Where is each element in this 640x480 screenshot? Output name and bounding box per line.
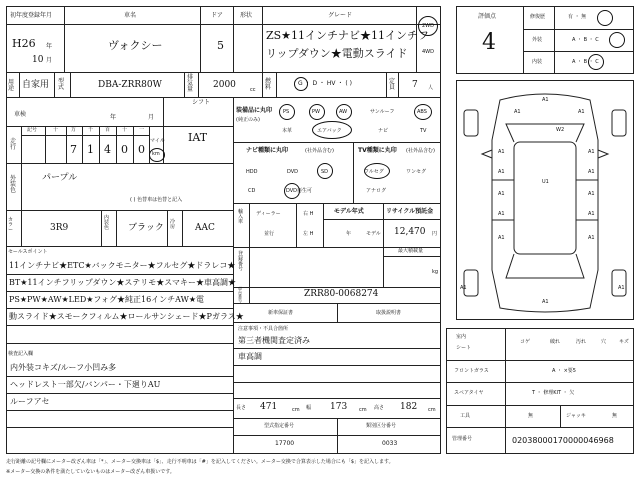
exterior-note: ( ) 色替車は色替と記入 bbox=[130, 197, 183, 203]
notes-line-2: 車高調 bbox=[238, 352, 262, 361]
sales-point-label: セールスポイント bbox=[8, 249, 48, 255]
navi-sd: SD bbox=[321, 169, 329, 175]
inspection-year: 年 bbox=[110, 114, 117, 121]
length-label: 長さ bbox=[236, 405, 247, 411]
dmg-label-11: A1 bbox=[588, 191, 595, 197]
wheel-rl bbox=[464, 270, 478, 296]
mileage-d-sep-3 bbox=[82, 126, 83, 163]
notes-rule-3 bbox=[233, 382, 441, 383]
interior-cond-options: A ・ B ・ C bbox=[572, 59, 599, 65]
mileage-digit-2: 1 bbox=[87, 143, 94, 156]
mirror-left bbox=[482, 150, 492, 158]
glass-label: フロントガラス bbox=[454, 368, 489, 374]
car-roof bbox=[514, 142, 576, 254]
exterior-c-circle bbox=[609, 32, 625, 48]
r2-sep-e bbox=[198, 72, 199, 97]
mileage-digit-1: 7 bbox=[70, 143, 77, 156]
warranty-divider bbox=[233, 322, 441, 323]
import-sep-3 bbox=[323, 203, 324, 247]
seat-opt-1: コゲ bbox=[520, 339, 531, 345]
dmg-label-3: A1 bbox=[578, 109, 585, 115]
grade-line-2: リップダウン★電動スライド bbox=[266, 47, 408, 60]
dmg-label-6: A1 bbox=[588, 149, 595, 155]
sales-line-3: PS★PW★AW★LED★フォグ★純正16インチAW★電 bbox=[9, 295, 205, 304]
mileage-h-3: 千 bbox=[88, 127, 94, 133]
r2-sep-i bbox=[398, 72, 399, 97]
model-value: DBA-ZRR80W bbox=[98, 80, 162, 90]
type-label: 型式指定番号 bbox=[264, 423, 295, 429]
first-reg-month: 10 bbox=[32, 55, 44, 65]
cc-sep-2 bbox=[101, 210, 102, 246]
equip-abs: ABS bbox=[417, 109, 427, 115]
dmg-label-10: A1 bbox=[498, 191, 505, 197]
mileage-h-5: 十 bbox=[122, 127, 128, 133]
model-year-year: 年 bbox=[346, 231, 352, 237]
sales-rule-4 bbox=[6, 325, 233, 326]
mileage-header-line bbox=[21, 135, 149, 136]
dmg-label-15: A1 bbox=[588, 235, 595, 241]
notes-rule-1 bbox=[233, 348, 441, 349]
col-sep-2 bbox=[200, 6, 201, 72]
r2-sep-b bbox=[54, 72, 55, 97]
navi-tv-sep bbox=[353, 142, 354, 203]
capacity-label: 定員 bbox=[389, 78, 396, 91]
rear-window bbox=[506, 254, 584, 278]
repair-options: 有 ・ 無 bbox=[568, 14, 587, 20]
tv-title: TV種類に丸印 bbox=[358, 147, 397, 154]
model-year-model: モデル bbox=[366, 231, 381, 237]
height-value: 182 bbox=[400, 402, 418, 412]
mileage-divider bbox=[6, 163, 233, 164]
km-label: km bbox=[152, 151, 160, 157]
mileage-digit-5: 0 bbox=[138, 143, 145, 156]
r2-sep-f bbox=[262, 72, 263, 97]
inspection-label: 車検 bbox=[14, 111, 27, 118]
colorcode-divider bbox=[6, 246, 233, 247]
equip-title: 装備品に丸印 bbox=[236, 107, 273, 114]
footer-line-2: ※メーター交換の条件を満たしていないものはメーター改ざん車扱いです。 bbox=[6, 469, 175, 475]
class-value: 0033 bbox=[382, 440, 398, 447]
capacity-value: 7 bbox=[412, 80, 418, 90]
dmg-label-1: A1 bbox=[542, 97, 549, 103]
load-header-line bbox=[383, 256, 441, 257]
tv-oneseg: ワンセグ bbox=[406, 169, 427, 175]
load-label: 最大積載量 bbox=[398, 248, 424, 254]
doors-label: ドア bbox=[211, 12, 223, 19]
recycle-label: リサイクル預託金 bbox=[386, 208, 434, 215]
class-label: 類別区分番号 bbox=[366, 423, 397, 429]
wheel-fl bbox=[464, 110, 478, 136]
displacement-label: 排気量 bbox=[187, 74, 194, 93]
navi-hdd: HDD bbox=[246, 169, 258, 175]
windshield bbox=[506, 124, 584, 142]
dmg-label-8: A1 bbox=[588, 169, 595, 175]
interior-b-circle bbox=[588, 54, 604, 70]
equip-sunroof: サンルーフ bbox=[370, 109, 395, 115]
left-col-boundary bbox=[233, 97, 234, 454]
score-rule-1 bbox=[523, 29, 634, 30]
spare-value: T ・ 修理KIT ・ 欠 bbox=[532, 390, 575, 396]
navi-divider bbox=[233, 203, 441, 204]
first-reg-label: 初年度登録年月 bbox=[10, 12, 53, 19]
exterior-color: パープル bbox=[42, 173, 78, 183]
dmg-label-13: A1 bbox=[588, 211, 595, 217]
repair-none-circle bbox=[597, 10, 613, 26]
import-right: 右 H bbox=[303, 211, 314, 217]
r2-sep-a bbox=[19, 72, 20, 97]
import-sep-1 bbox=[249, 203, 250, 247]
cc-sep-4 bbox=[167, 210, 168, 246]
dmg-label-5: A1 bbox=[498, 149, 505, 155]
car-diagram bbox=[456, 80, 634, 320]
header-divider bbox=[6, 24, 441, 25]
tools-value: 無 bbox=[528, 413, 534, 419]
cc-unit: cc bbox=[250, 87, 256, 93]
dims-sep bbox=[337, 418, 338, 454]
score-sep bbox=[523, 6, 524, 74]
r2-sep-g bbox=[276, 72, 277, 97]
length-value: 471 bbox=[260, 402, 278, 412]
insp-rule-4 bbox=[6, 427, 233, 428]
use-label: 用途 bbox=[8, 79, 15, 92]
mileage-h-0: 記号 bbox=[27, 127, 38, 133]
dmg-label-2: A1 bbox=[514, 109, 521, 115]
repair-label: 修復歴 bbox=[530, 14, 546, 20]
color-code-label: カラー bbox=[8, 217, 14, 233]
import-dealer: ディーラー bbox=[256, 211, 281, 217]
mile-label: マイル bbox=[150, 138, 165, 144]
dmg-label-14: A1 bbox=[498, 235, 505, 241]
sales-divider bbox=[6, 343, 233, 344]
car-name: ヴォクシー bbox=[108, 39, 163, 52]
fuel-label: 燃料 bbox=[265, 78, 272, 91]
dmg-label-4: W2 bbox=[556, 127, 565, 133]
col-sep-4 bbox=[262, 6, 263, 72]
opt-rule-2 bbox=[446, 382, 634, 383]
col-sep-1 bbox=[64, 6, 65, 72]
ext-label-sep bbox=[21, 163, 22, 210]
tv-analog: アナログ bbox=[366, 188, 387, 194]
dmg-label-18: A1 bbox=[542, 299, 549, 305]
sales-rule-1 bbox=[6, 274, 233, 275]
interior-color-value: ブラック bbox=[128, 223, 164, 233]
use-value: 自家用 bbox=[22, 80, 50, 90]
first-reg-year: H26 bbox=[12, 37, 36, 50]
sales-line-1: 11インチナビ★ETC★バックモニター★フルセグ★ドラレコ★ bbox=[9, 261, 236, 270]
opt-rule-3 bbox=[446, 405, 634, 406]
tv-subtitle: (社外品含む) bbox=[406, 148, 435, 154]
exterior-cond-label: 外装 bbox=[532, 37, 543, 43]
reg-sep bbox=[249, 247, 250, 287]
r2-sep-c bbox=[70, 72, 71, 97]
navi-subtitle: (社外品含む) bbox=[305, 148, 334, 154]
cond-sep bbox=[554, 6, 555, 74]
equip-divider bbox=[233, 142, 441, 143]
notes-label: 注意事項・不具合箇所 bbox=[238, 326, 289, 332]
mgmt-value: 02038000170000046968 bbox=[512, 436, 614, 445]
first-reg-year-unit: 年 bbox=[46, 43, 53, 50]
exterior-cond-options: A ・ B ・ C bbox=[572, 37, 599, 43]
import-sep-4 bbox=[383, 203, 384, 287]
score-rule-2 bbox=[523, 51, 634, 52]
jack-label: ジャッキ bbox=[566, 413, 586, 419]
width-unit: cm bbox=[359, 407, 367, 413]
score-label: 評価点 bbox=[478, 13, 497, 20]
insp-rule-3 bbox=[6, 410, 233, 411]
equip-pw: PW bbox=[312, 109, 320, 115]
first-reg-month-unit: 月 bbox=[46, 57, 53, 64]
car-name-label: 車名 bbox=[124, 12, 137, 19]
load-kg: kg bbox=[432, 269, 439, 275]
sales-rule-2 bbox=[6, 291, 233, 292]
grade-label: グレード bbox=[328, 12, 353, 19]
mileage-h-6: 一 bbox=[139, 127, 145, 133]
equip-leather: 本革 bbox=[282, 128, 293, 134]
mileage-digit-4: 0 bbox=[121, 143, 128, 156]
navi-dvd-play: DVD再生可 bbox=[286, 188, 313, 194]
mileage-d-sep-4 bbox=[99, 126, 100, 163]
footer-line-1: 走行距離の記号欄にメーター改ざん車は「*」、メーター交換車は「$」、走行不明車は「#」を記入してください。メーター交換で合算表示した場合にも「$」を記入します。 bbox=[6, 459, 394, 465]
frame-value: ZRR80-0068274 bbox=[304, 289, 379, 299]
score-value: 4 bbox=[482, 30, 496, 55]
opt-label-sep bbox=[505, 328, 506, 454]
mirror-right bbox=[598, 150, 608, 158]
seat-opt-4: 穴 bbox=[601, 339, 607, 345]
row2-divider bbox=[6, 97, 441, 98]
notes-rule-2 bbox=[233, 365, 441, 366]
navi-dvd: DVD bbox=[287, 169, 299, 175]
spare-label: スペアタイヤ bbox=[454, 390, 484, 396]
length-unit: cm bbox=[292, 407, 300, 413]
dmg-label-9: U1 bbox=[542, 179, 549, 185]
wheel-rr bbox=[612, 270, 626, 296]
equip-navi: ナビ bbox=[378, 128, 389, 134]
frame-sep bbox=[249, 287, 250, 303]
wheel-fr bbox=[612, 110, 626, 136]
mileage-d-sep-2 bbox=[66, 126, 67, 163]
import-parallel: 並行 bbox=[264, 231, 275, 237]
color-code-value: 3R9 bbox=[50, 223, 69, 233]
cc-sep-3 bbox=[116, 210, 117, 246]
equip-ps: PS bbox=[283, 109, 290, 115]
model-year-label: モデル年式 bbox=[334, 208, 364, 215]
dmg-label-7: A1 bbox=[498, 169, 505, 175]
inspector-label: 検査記入欄 bbox=[8, 351, 34, 357]
shape-label: 形状 bbox=[240, 12, 253, 19]
doors-value: 5 bbox=[217, 39, 224, 52]
mileage-h-1: 十 bbox=[53, 127, 59, 133]
mileage-label: 走行 bbox=[10, 138, 17, 151]
dmg-label-12: A1 bbox=[498, 211, 505, 217]
fuel-options: G ・ D ・ HV ・ ( ) bbox=[298, 80, 352, 87]
mileage-d-sep-1 bbox=[45, 126, 46, 163]
notes-line-1: 第三者機関査定済み bbox=[238, 336, 310, 345]
inspector-line-2: ヘッドレスト一部欠/バンパー・下廻りAU bbox=[10, 380, 161, 389]
2wd-label: 2WD bbox=[422, 23, 434, 29]
reg-divider bbox=[233, 287, 441, 288]
cc-sep-5 bbox=[182, 210, 183, 246]
ac-label: 冷房 bbox=[170, 219, 176, 230]
sales-rule-3 bbox=[6, 308, 233, 309]
opt-rule-1 bbox=[446, 360, 634, 361]
navi-title: ナビ種類に丸印 bbox=[246, 147, 289, 154]
r2-sep-d bbox=[184, 72, 185, 97]
seat-label-1: 室内 bbox=[456, 334, 467, 340]
equip-subtitle: (純正のみ) bbox=[236, 117, 260, 123]
seat-label-2: シート bbox=[456, 345, 472, 351]
ext-divider bbox=[6, 210, 233, 211]
width-value: 173 bbox=[330, 402, 348, 412]
insp-rule-1 bbox=[6, 376, 233, 377]
warranty-sep bbox=[337, 303, 338, 322]
tools-sep bbox=[560, 405, 561, 427]
mileage-digit-3: 4 bbox=[104, 143, 111, 156]
exterior-label: 外装色 bbox=[10, 175, 17, 194]
jack-value: 無 bbox=[612, 413, 618, 419]
mgmt-label: 管理番号 bbox=[452, 436, 473, 442]
interior-color-label: 内装色 bbox=[104, 215, 110, 231]
tv-fullseg: フルセグ bbox=[364, 169, 384, 175]
mileage-d-sep-5 bbox=[116, 126, 117, 163]
modelyear-header-line bbox=[323, 219, 441, 220]
interior-cond-label: 内装 bbox=[532, 59, 543, 65]
inspector-line-3: ルーフアセ bbox=[10, 397, 50, 406]
mileage-d-sep-6 bbox=[133, 126, 134, 163]
mileage-h-2: 万 bbox=[71, 127, 77, 133]
import-left: 左 H bbox=[303, 231, 314, 237]
ac-value: AAC bbox=[195, 223, 215, 233]
shift-label: シフト bbox=[192, 99, 211, 106]
equip-aw: AW bbox=[339, 109, 348, 115]
recycle-value: 12,470 bbox=[394, 227, 426, 237]
frame-label: 車台番号 bbox=[238, 286, 242, 303]
import-label: 輸入車 bbox=[238, 209, 244, 225]
sales-line-4: 動スライド★スモークフィルム★ロールサンシェード★Pガラス★ bbox=[9, 312, 244, 321]
model-label: 型式 bbox=[58, 78, 65, 91]
glass-value: A ・ ×要5 bbox=[552, 368, 576, 374]
inspection-month: 月 bbox=[148, 114, 155, 121]
warranty-new: 新車保証書 bbox=[268, 310, 294, 316]
r2-sep-h bbox=[386, 72, 387, 97]
insp-rule-2 bbox=[6, 393, 233, 394]
notes-divider bbox=[233, 398, 441, 399]
opt-rule-4 bbox=[446, 427, 634, 428]
inspector-line-1: 内外装コキズ/ルーフ小凹み多 bbox=[10, 363, 117, 372]
cc-sep-1 bbox=[21, 210, 22, 246]
dmg-label-17: A1 bbox=[618, 285, 625, 291]
warranty-manual: 取扱説明書 bbox=[376, 310, 402, 316]
reg-no-label: 登録番号 bbox=[238, 251, 244, 272]
col-sep-3 bbox=[233, 6, 234, 72]
insp-divider bbox=[6, 126, 233, 127]
dmg-label-16: A1 bbox=[460, 285, 467, 291]
seat-opt-3: 汚れ bbox=[576, 339, 587, 345]
height-unit: cm bbox=[428, 407, 436, 413]
mileage-label-sep bbox=[21, 126, 22, 163]
type-value: 17700 bbox=[275, 440, 295, 447]
car-body-outline bbox=[492, 94, 598, 312]
navi-cd: CD bbox=[248, 188, 256, 194]
seat-opt-2: 破れ bbox=[550, 339, 561, 345]
equip-airbag: エアバック bbox=[317, 128, 342, 134]
height-label: 高さ bbox=[374, 405, 385, 411]
4wd-label: 4WD bbox=[422, 49, 434, 55]
row1-divider bbox=[6, 72, 441, 73]
mileage-h-4: 百 bbox=[105, 127, 111, 133]
width-label: 幅 bbox=[306, 405, 312, 411]
equip-tv: TV bbox=[420, 128, 427, 134]
seat-opt-5: キズ bbox=[619, 339, 629, 345]
displacement-value: 2000 bbox=[213, 80, 236, 90]
grade-line-1: ZS★11インチナビ★11インチフ bbox=[266, 29, 430, 42]
tools-label: 工具 bbox=[460, 413, 471, 419]
recycle-yen: 円 bbox=[432, 231, 438, 237]
sales-line-2: BT★11インチフリップダウン★ステリモ★スマキー★車高調★ bbox=[9, 278, 237, 287]
import-sep-2 bbox=[296, 203, 297, 247]
capacity-unit: 人 bbox=[428, 85, 434, 91]
shift-value: IAT bbox=[188, 131, 208, 144]
